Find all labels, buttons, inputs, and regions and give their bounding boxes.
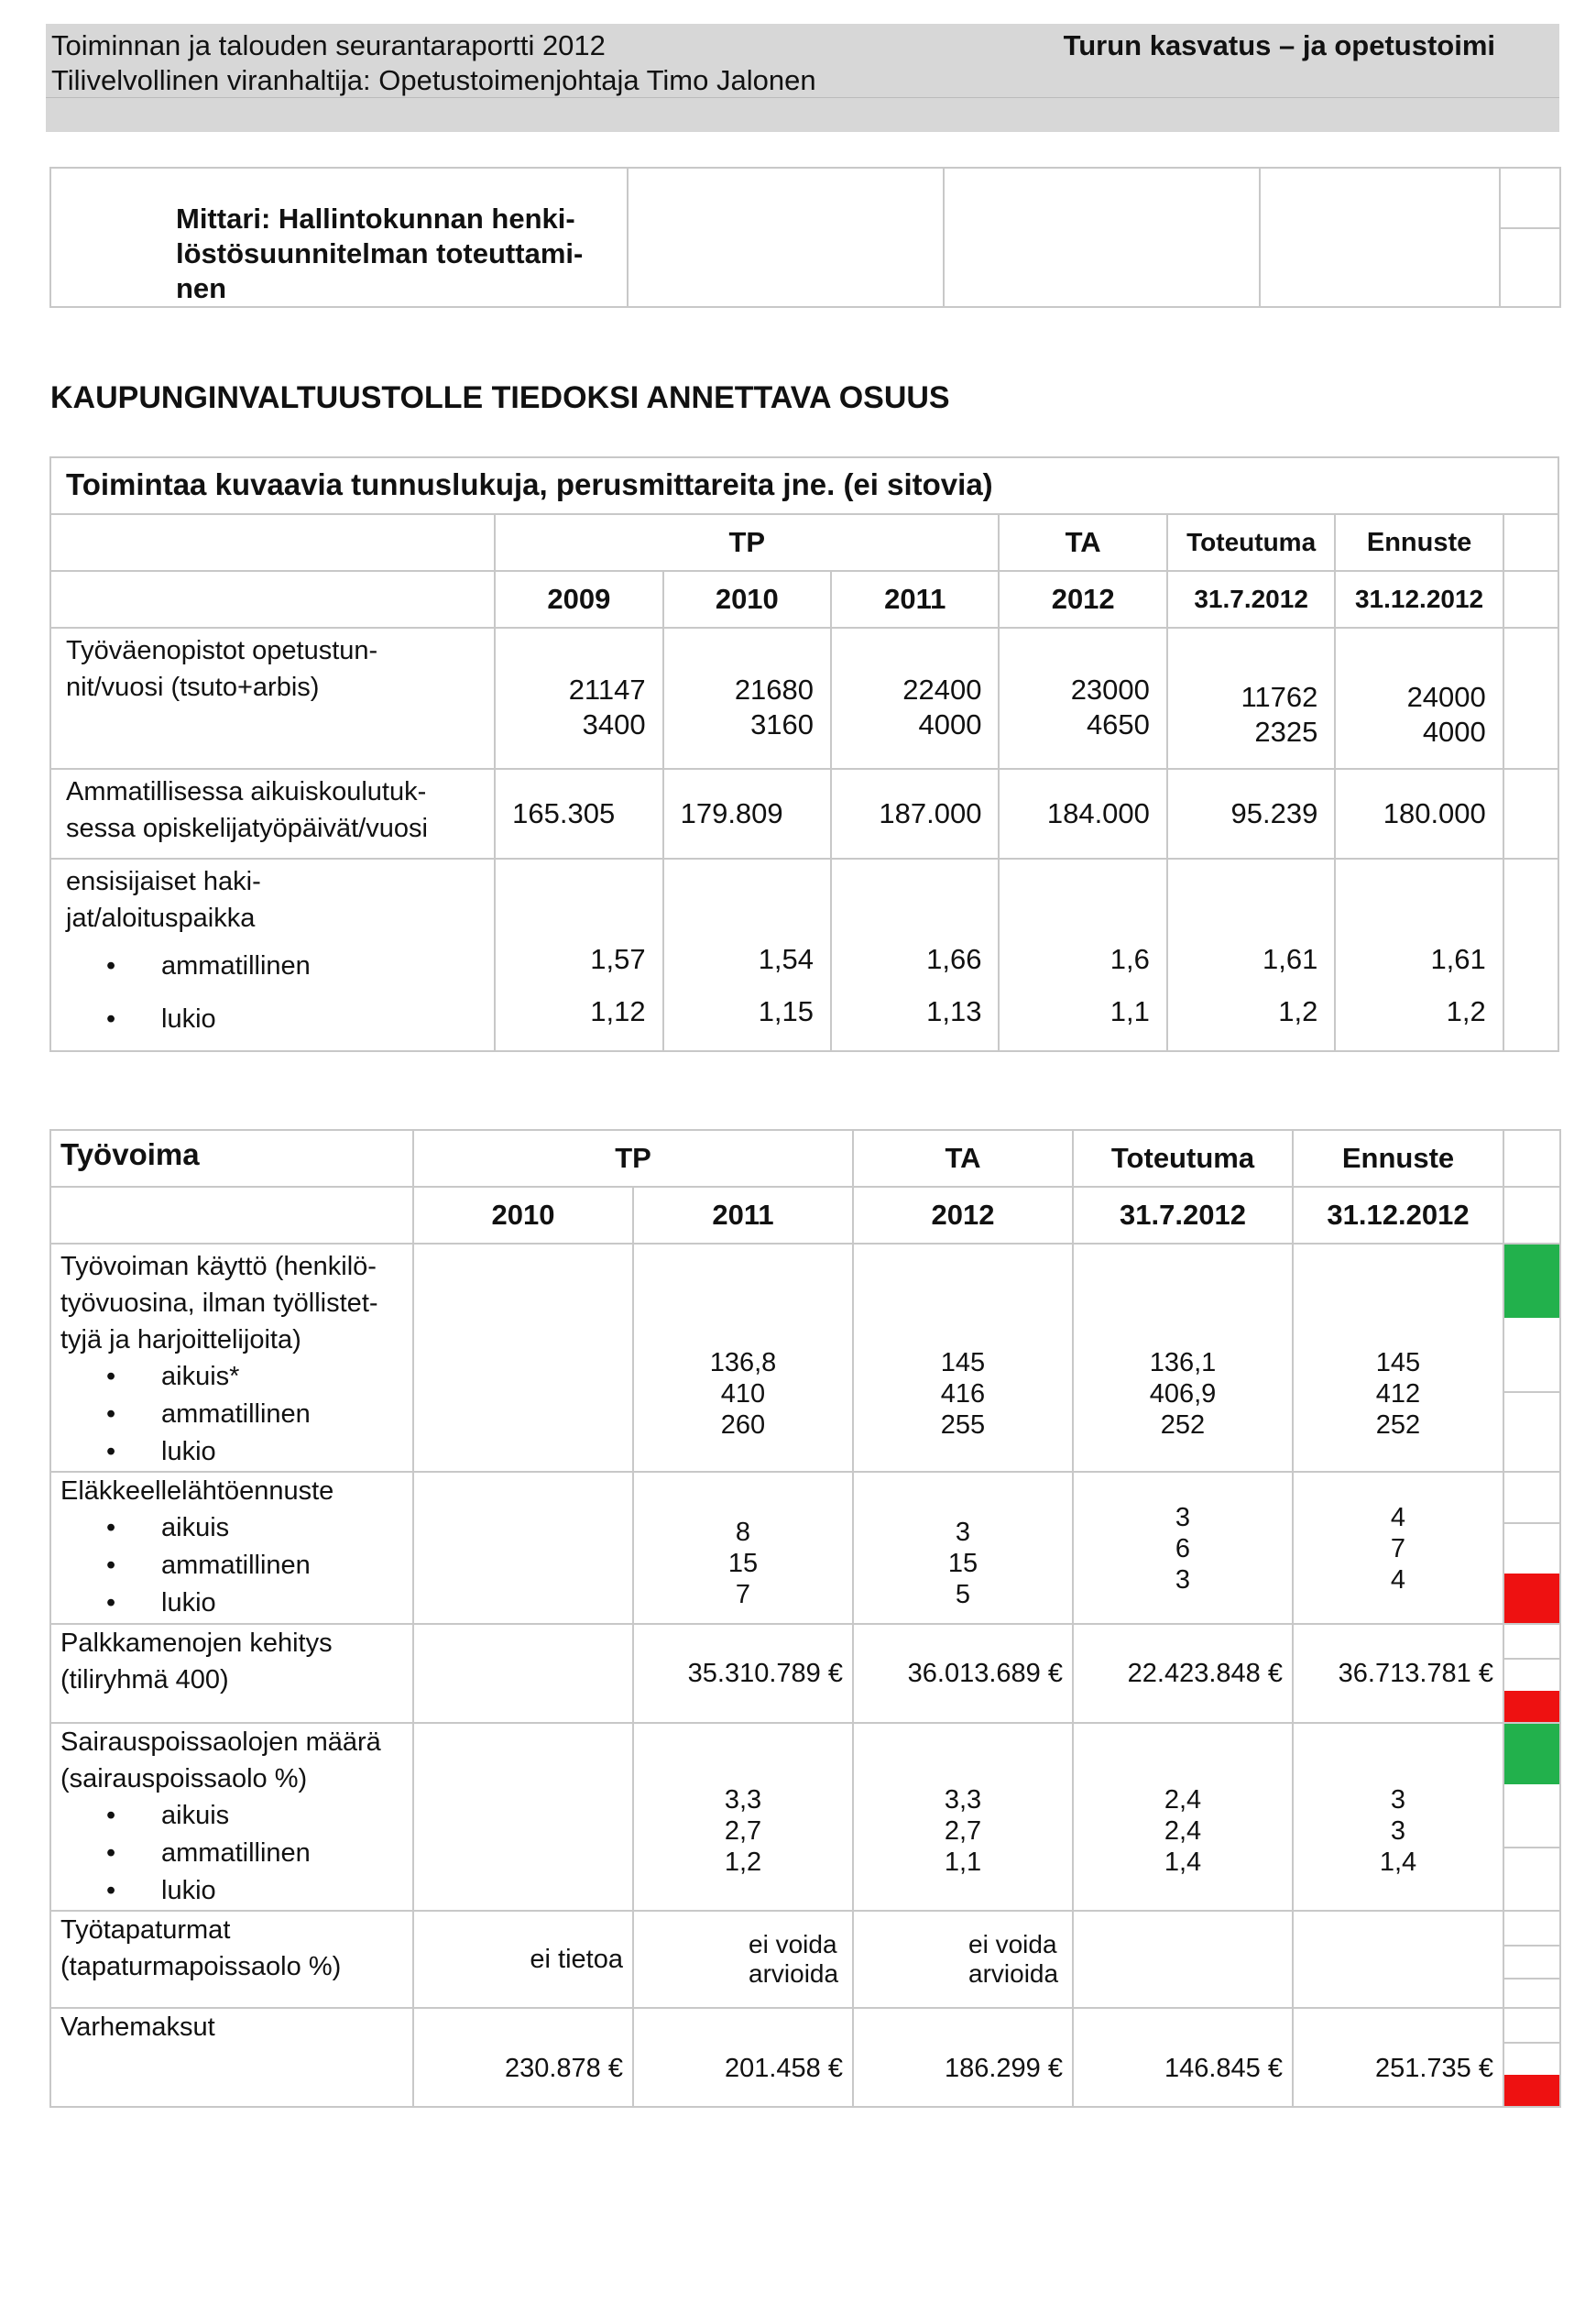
status-subcell bbox=[1504, 1318, 1559, 1393]
cell-value: 2,7 bbox=[944, 1816, 982, 1846]
status-cell bbox=[1503, 2008, 1560, 2107]
table-cell bbox=[999, 859, 1166, 1051]
row-label-text: Varhemaksut bbox=[60, 2012, 215, 2042]
cell-value: 1,1 bbox=[1110, 995, 1150, 1027]
status-subcell bbox=[1504, 1660, 1559, 1691]
mittari-empty-cell bbox=[1260, 168, 1500, 307]
table-cell bbox=[1293, 1723, 1503, 1911]
table-cell bbox=[853, 1911, 1073, 2008]
row-label-hakijat bbox=[50, 859, 495, 1051]
group-ennuste: Ennuste bbox=[1293, 1130, 1503, 1187]
mittari-text: Mittari: Hallintokunnan henki- löstösuunnitelman toteuttami- nen bbox=[176, 203, 584, 304]
year-header: 2010 bbox=[663, 571, 831, 628]
year-header: 31.12.2012 bbox=[1335, 571, 1503, 628]
table-cell bbox=[1073, 1911, 1293, 2008]
cell-value: 36.013.689 € bbox=[907, 1659, 1063, 1688]
cell-value: 201.458 € bbox=[724, 2054, 843, 2083]
table-cell bbox=[853, 1723, 1073, 1911]
status-cell bbox=[1503, 859, 1558, 1051]
cell-value: 23000 bbox=[1070, 674, 1150, 706]
report-organization: Turun kasvatus – ja opetustoimi bbox=[1063, 29, 1495, 61]
group-tp: TP bbox=[495, 514, 999, 571]
cell-value: 146.845 € bbox=[1164, 2054, 1283, 2083]
table-cell bbox=[999, 769, 1166, 859]
cell-value: 145 bbox=[940, 1348, 986, 1377]
cell-value: 136,1 bbox=[1149, 1348, 1217, 1377]
table-cell bbox=[853, 1244, 1073, 1472]
table-cell bbox=[663, 628, 831, 769]
section-title: KAUPUNGINVALTUUSTOLLE TIEDOKSI ANNETTAVA OSUUS bbox=[50, 380, 950, 415]
table-cell bbox=[633, 1624, 853, 1723]
status-subcell bbox=[1504, 1947, 1559, 1980]
cell-value: 7 bbox=[735, 1580, 751, 1609]
cell-value: 184.000 bbox=[1046, 797, 1150, 829]
cell-value: 7 bbox=[1390, 1534, 1406, 1563]
cell-value: 95.239 bbox=[1230, 797, 1318, 829]
cell-value: 179.809 bbox=[680, 797, 783, 829]
table-cell bbox=[413, 2008, 633, 2107]
cell-value: ei voida arvioida bbox=[968, 1930, 1059, 1988]
cell-value: 3 bbox=[1390, 1785, 1406, 1815]
report-responsible: Tilivelvollinen viranhaltija: Opetustoimenjohtaja Timo Jalonen bbox=[51, 64, 816, 96]
cell-value: 3 bbox=[1175, 1565, 1191, 1595]
table-cell bbox=[495, 769, 662, 859]
key-figures-table bbox=[49, 456, 1559, 1052]
row-label-text: Työtapaturmat (tapaturmapoissaolo %) bbox=[60, 1915, 342, 1981]
cell-value: 145 bbox=[1375, 1348, 1421, 1377]
cell-value: 165.305 bbox=[512, 797, 616, 829]
workforce-caption-cell bbox=[50, 1130, 413, 1187]
bullet-item: • lukio bbox=[106, 1433, 412, 1471]
table-cell bbox=[999, 628, 1166, 769]
cell-value: 2,7 bbox=[724, 1816, 762, 1846]
cell-value: 3 bbox=[1175, 1503, 1191, 1532]
row-label-tyovaenopistot bbox=[50, 628, 495, 769]
cell-value: 1,57 bbox=[590, 943, 646, 975]
cell-value: ei tietoa bbox=[530, 1945, 623, 1974]
cell-value: 260 bbox=[720, 1410, 766, 1440]
status-subcell bbox=[1504, 2009, 1559, 2044]
cell-value: 180.000 bbox=[1383, 797, 1486, 829]
cell-value: 1,6 bbox=[1110, 943, 1150, 975]
row-label-text: ensisijaiset haki- jat/aloituspaikka bbox=[66, 867, 261, 933]
mittari-table bbox=[49, 167, 1561, 308]
group-ennuste: Ennuste bbox=[1335, 514, 1503, 571]
year-header: 31.7.2012 bbox=[1167, 571, 1335, 628]
cell-value: 412 bbox=[1375, 1379, 1421, 1409]
cell-value: 5 bbox=[955, 1580, 971, 1609]
cell-value: 410 bbox=[720, 1379, 766, 1409]
key-figures-caption-text: Toimintaa kuvaavia tunnuslukuja, perusmittareita jne. (ei sitovia) bbox=[66, 467, 993, 501]
cell-value: 187.000 bbox=[879, 797, 982, 829]
table-cell bbox=[1167, 859, 1335, 1051]
year-header: 31.7.2012 bbox=[1073, 1187, 1293, 1244]
cell-value: 1,15 bbox=[758, 995, 814, 1027]
mittari-empty-cell bbox=[628, 168, 944, 307]
cell-value: 252 bbox=[1160, 1410, 1206, 1440]
status-subcell bbox=[1501, 169, 1559, 229]
cell-value: 1,66 bbox=[926, 943, 982, 975]
bullet-item: • aikuis bbox=[106, 1797, 412, 1835]
cell-value: 21680 bbox=[734, 674, 814, 706]
cell-value: 4 bbox=[1390, 1503, 1406, 1532]
table-cell bbox=[1335, 859, 1503, 1051]
table-cell bbox=[1293, 1624, 1503, 1723]
cell-value: 4000 bbox=[1422, 716, 1486, 748]
row-label-elake bbox=[50, 1472, 413, 1624]
cell-value: 1,12 bbox=[590, 995, 646, 1027]
bullet-item: • lukio bbox=[106, 1872, 412, 1910]
status-cell bbox=[1503, 571, 1558, 628]
status-cell bbox=[1503, 1244, 1560, 1472]
table-cell bbox=[1073, 2008, 1293, 2107]
row-label-sairaus bbox=[50, 1723, 413, 1911]
cell-value: 4000 bbox=[918, 708, 982, 740]
cell-value: 36.713.781 € bbox=[1338, 1659, 1493, 1688]
cell-value: 1,1 bbox=[944, 1848, 982, 1877]
table-cell bbox=[413, 1911, 633, 2008]
cell-value: 3 bbox=[1390, 1816, 1406, 1846]
cell-value: 1,61 bbox=[1263, 943, 1318, 975]
year-header: 31.12.2012 bbox=[1293, 1187, 1503, 1244]
table-cell bbox=[1073, 1472, 1293, 1624]
table-cell bbox=[663, 859, 831, 1051]
row-label-tapaturma bbox=[50, 1911, 413, 2008]
cell-value: 251.735 € bbox=[1374, 2054, 1493, 2083]
cell-value: 2,4 bbox=[1164, 1785, 1202, 1815]
group-toteutuma: Toteutuma bbox=[1167, 514, 1335, 571]
cell-value: 1,4 bbox=[1379, 1848, 1417, 1877]
report-title: Toiminnan ja talouden seurantaraportti 2012 bbox=[51, 29, 606, 61]
workforce-table bbox=[49, 1129, 1561, 2108]
status-red-indicator bbox=[1504, 1574, 1559, 1623]
row-label-text: Palkkamenojen kehitys (tiliryhmä 400) bbox=[60, 1629, 333, 1694]
status-subcell bbox=[1504, 1625, 1559, 1660]
bullet-item: • ammatillinen bbox=[106, 1547, 412, 1585]
table-cell bbox=[853, 1472, 1073, 1624]
cell-value: 1,2 bbox=[1446, 995, 1486, 1027]
cell-value: 4 bbox=[1390, 1565, 1406, 1595]
cell-value: 11762 bbox=[1241, 681, 1318, 713]
table-cell bbox=[633, 1723, 853, 1911]
status-subcell bbox=[1504, 1524, 1559, 1574]
status-cell bbox=[1503, 514, 1558, 571]
table-cell bbox=[663, 769, 831, 859]
header-empty-cell bbox=[50, 1187, 413, 1244]
status-subcell bbox=[1504, 1473, 1559, 1524]
cell-value: 8 bbox=[735, 1518, 751, 1547]
cell-value: 416 bbox=[940, 1379, 986, 1409]
row-label-text: Sairauspoissaolojen määrä (sairauspoissaolo %) bbox=[60, 1727, 381, 1793]
table-cell bbox=[633, 2008, 853, 2107]
status-cell bbox=[1503, 1911, 1560, 2008]
group-ta: TA bbox=[999, 514, 1166, 571]
mittari-empty-cell bbox=[944, 168, 1260, 307]
cell-value: 1,4 bbox=[1164, 1848, 1202, 1877]
status-red-indicator bbox=[1504, 2075, 1559, 2106]
status-cell bbox=[1503, 1130, 1560, 1187]
cell-value: ei voida arvioida bbox=[749, 1930, 839, 1988]
cell-value: 3160 bbox=[750, 708, 814, 740]
table-cell bbox=[413, 1624, 633, 1723]
table-cell bbox=[633, 1911, 853, 2008]
cell-value: 1,13 bbox=[926, 995, 982, 1027]
table-cell bbox=[1073, 1624, 1293, 1723]
year-header: 2011 bbox=[633, 1187, 853, 1244]
year-header: 2012 bbox=[853, 1187, 1073, 1244]
header-divider bbox=[46, 97, 1559, 98]
cell-value: 3 bbox=[955, 1518, 971, 1547]
status-cell bbox=[1503, 628, 1558, 769]
status-cell bbox=[1503, 769, 1558, 859]
group-ta: TA bbox=[853, 1130, 1073, 1187]
table-cell bbox=[633, 1472, 853, 1624]
cell-value: 1,2 bbox=[724, 1848, 762, 1877]
cell-value: 3,3 bbox=[724, 1785, 762, 1815]
mittari-status-cell bbox=[1500, 168, 1560, 307]
row-label-palkka bbox=[50, 1624, 413, 1723]
table-cell bbox=[1073, 1244, 1293, 1472]
status-cell bbox=[1503, 1624, 1560, 1723]
cell-value: 230.878 € bbox=[504, 2054, 623, 2083]
table-cell bbox=[1335, 769, 1503, 859]
row-label-text: Ammatillisessa aikuiskoulutuk- sessa opiskelijatyöpäivät/vuosi bbox=[66, 777, 428, 843]
key-figures-caption bbox=[50, 457, 1558, 514]
year-header: 2011 bbox=[831, 571, 999, 628]
table-cell bbox=[1293, 2008, 1503, 2107]
row-label-varhe bbox=[50, 2008, 413, 2107]
cell-value: 22400 bbox=[902, 674, 982, 706]
cell-value: 136,8 bbox=[709, 1348, 777, 1377]
cell-value: 6 bbox=[1175, 1534, 1191, 1563]
table-cell bbox=[831, 628, 999, 769]
status-subcell bbox=[1504, 1912, 1559, 1947]
bullet-item: • lukio bbox=[106, 1585, 412, 1622]
table-cell bbox=[633, 1244, 853, 1472]
cell-value: 2325 bbox=[1254, 716, 1318, 748]
header-empty-cell bbox=[50, 514, 495, 571]
report-header bbox=[46, 24, 1559, 132]
group-tp: TP bbox=[413, 1130, 853, 1187]
cell-value: 21147 bbox=[568, 674, 646, 706]
table-cell bbox=[1167, 628, 1335, 769]
row-label-text: Työväenopistot opetustun- nit/vuosi (tsuto+arbis) bbox=[66, 636, 378, 702]
bullet-item: • ammatillinen bbox=[106, 937, 494, 984]
cell-value: 3,3 bbox=[944, 1785, 982, 1815]
row-label-tyovoiman-kaytto bbox=[50, 1244, 413, 1472]
table-cell bbox=[1293, 1472, 1503, 1624]
table-cell bbox=[413, 1723, 633, 1911]
cell-value: 35.310.789 € bbox=[687, 1659, 843, 1688]
table-cell bbox=[853, 1624, 1073, 1723]
status-cell bbox=[1503, 1472, 1560, 1624]
bullet-item: • aikuis bbox=[106, 1509, 412, 1547]
cell-value: 24000 bbox=[1406, 681, 1486, 713]
table-cell bbox=[495, 628, 662, 769]
cell-value: 4650 bbox=[1086, 708, 1150, 740]
cell-value: 1,2 bbox=[1278, 995, 1318, 1027]
bullet-item: • aikuis* bbox=[106, 1358, 412, 1396]
cell-value: 3400 bbox=[582, 708, 646, 740]
table-cell bbox=[413, 1472, 633, 1624]
table-cell bbox=[1073, 1723, 1293, 1911]
table-cell bbox=[413, 1244, 633, 1472]
cell-value: 186.299 € bbox=[944, 2054, 1063, 2083]
cell-value: 15 bbox=[947, 1549, 978, 1578]
table-cell bbox=[1335, 628, 1503, 769]
group-toteutuma: Toteutuma bbox=[1073, 1130, 1293, 1187]
status-subcell bbox=[1504, 2044, 1559, 2075]
status-green-indicator bbox=[1504, 1724, 1559, 1784]
mittari-cell bbox=[50, 168, 628, 307]
cell-value: 22.423.848 € bbox=[1127, 1659, 1283, 1688]
header-empty-cell bbox=[50, 571, 495, 628]
row-label-ammatillinen-aikuis bbox=[50, 769, 495, 859]
row-label-text: Eläkkeellelähtöennuste bbox=[60, 1476, 334, 1506]
status-cell bbox=[1503, 1187, 1560, 1244]
year-header: 2012 bbox=[999, 571, 1166, 628]
cell-value: 15 bbox=[727, 1549, 759, 1578]
status-cell bbox=[1503, 1723, 1560, 1911]
year-header: 2009 bbox=[495, 571, 662, 628]
table-cell bbox=[831, 769, 999, 859]
row-label-text: Työvoiman käyttö (henkilö- työvuosina, ilman työllistet- tyjä ja harjoittelijoita) bbox=[60, 1252, 378, 1354]
table-cell bbox=[1293, 1244, 1503, 1472]
cell-value: 252 bbox=[1375, 1410, 1421, 1440]
table-cell bbox=[853, 2008, 1073, 2107]
table-cell bbox=[831, 859, 999, 1051]
status-red-indicator bbox=[1504, 1691, 1559, 1722]
cell-value: 406,9 bbox=[1149, 1379, 1217, 1409]
bullet-item: • lukio bbox=[106, 984, 494, 1037]
year-header: 2010 bbox=[413, 1187, 633, 1244]
workforce-caption: Työvoima bbox=[60, 1137, 200, 1171]
table-cell bbox=[1293, 1911, 1503, 2008]
status-green-indicator bbox=[1504, 1245, 1559, 1318]
bullet-item: • ammatillinen bbox=[106, 1835, 412, 1872]
bullet-item: • ammatillinen bbox=[106, 1396, 412, 1433]
cell-value: 255 bbox=[940, 1410, 986, 1440]
table-cell bbox=[1167, 769, 1335, 859]
status-subcell bbox=[1504, 1784, 1559, 1848]
cell-value: 1,61 bbox=[1430, 943, 1486, 975]
cell-value: 1,54 bbox=[758, 943, 814, 975]
cell-value: 2,4 bbox=[1164, 1816, 1202, 1846]
table-cell bbox=[495, 859, 662, 1051]
